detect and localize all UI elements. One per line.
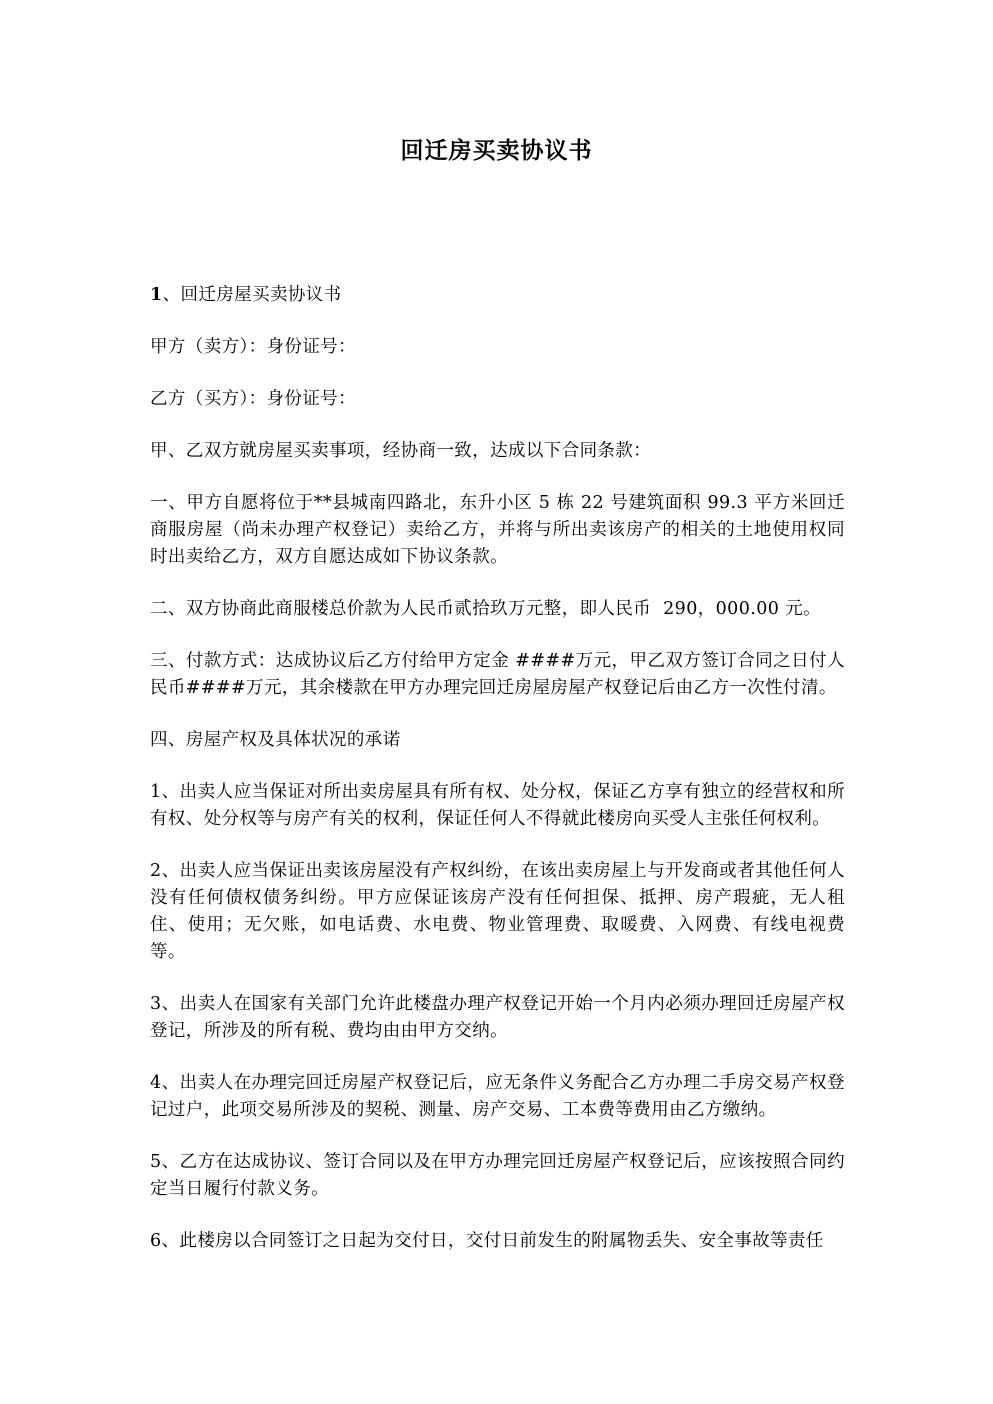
clause-4-item-4: 4、出卖人在办理完回迁房屋产权登记后，应无条件义务配合乙方办理二手房交易产权登记过户，此项交易所涉及的契税、测量、房产交易、工本费等费用由乙方缴纳。: [150, 1073, 845, 1120]
preamble-line: 甲、乙双方就房屋买卖事项，经协商一致，达成以下合同条款：: [150, 441, 652, 461]
clause-4-item-5: 5、乙方在达成协议、签订合同以及在甲方办理完回迁房屋产权登记后，应该按照合同约定当日履行付款义务。: [150, 1152, 845, 1199]
clause-3: 三、付款方式：达成协议后乙方付给甲方定金 ####万元，甲乙双方签订合同之日付人民币####万元，其余楼款在甲方办理完回迁房屋房屋产权登记后由乙方一次性付清。: [150, 651, 845, 698]
clause-4-item-6: 6、此楼房以合同签订之日起为交付日，交付日前发生的附属物丢失、安全事故等责任: [150, 1231, 824, 1251]
document-body: [0, 282, 993, 1255]
document-title: 回迁房买卖协议书: [400, 137, 593, 164]
clause-2: 二、双方协商此商服楼总价款为人民币贰拾玖万元整，即人民币 290，000.00 元。: [150, 599, 822, 619]
contract-subtitle-text: 、回迁房屋买卖协议书: [162, 285, 342, 305]
contract-subtitle: [150, 282, 845, 309]
clause-4-item-3: 3、出卖人在国家有关部门允许此楼盘办理产权登记开始一个月内必须办理回迁房屋产权登记，所涉及的所有税、费均由由甲方交纳。: [150, 994, 845, 1041]
clause-1: 一、甲方自愿将位于**县城南四路北，东升小区 5 栋 22 号建筑面积 99.3 平方米回迁商服房屋（尚未办理产权登记）卖给乙方，并将与所出卖该房产的相关的土地使用权同时出卖给乙方，双方自愿达成如下协议条款。: [150, 493, 845, 567]
clause-4-item-1: 1、出卖人应当保证对所出卖房屋具有所有权、处分权，保证乙方享有独立的经营权和所有权、处分权等与房产有关的权利，保证任何人不得就此楼房向买受人主张任何权利。: [150, 782, 845, 829]
party-b-line: 乙方（买方）：身份证号：: [150, 389, 357, 409]
clause-4-item-2: 2、出卖人应当保证出卖该房屋没有产权纠纷，在该出卖房屋上与开发商或者其他任何人没有任何债权债务纠纷。甲方应保证该房产没有任何担保、抵押、房产瑕疵，无人租住、使用；无欠账，如电话费、水电费、物业管理费、取暖费、入网费、有线电视费等。: [150, 861, 845, 962]
contract-subtitle-number: 1: [150, 285, 163, 305]
clause-4-heading: 四、房屋产权及具体状况的承诺: [150, 730, 401, 750]
party-a-line: 甲方（卖方）：身份证号：: [150, 337, 357, 357]
